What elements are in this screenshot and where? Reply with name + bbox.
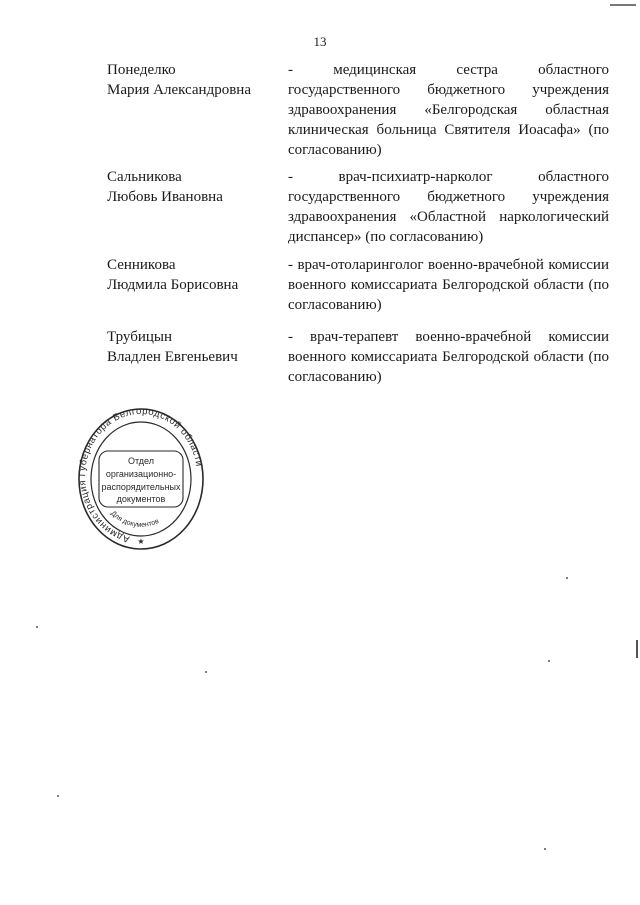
page-number: 13 [313, 34, 327, 49]
member-name [107, 255, 282, 295]
scan-speck [566, 577, 568, 579]
scan-speck [548, 660, 550, 662]
member-given-names: Любовь Ивановна [107, 189, 223, 205]
member-given-names: Владлен Евгеньевич [107, 349, 238, 365]
member-description: - врач-психиатр-нарколог областного государственного бюджетного учреждения здравоохранения «Областной наркологический диспансер» (по согласованию) [288, 169, 609, 245]
scan-speck [57, 795, 59, 797]
official-stamp [77, 407, 205, 552]
scan-speck [205, 671, 207, 673]
member-description: - врач-отоларинголог военно-врачебной комиссии военного комиссариата Белгородской области (по согласованию) [288, 257, 609, 313]
member-name [107, 327, 282, 367]
svg-text:распорядительных: распорядительных [101, 482, 181, 492]
member-given-names: Мария Александровна [107, 82, 251, 98]
svg-text:Для документов: Для документов [109, 509, 160, 529]
member-name [107, 167, 282, 207]
scan-speck [544, 848, 546, 850]
member-surname: Трубицын [107, 329, 172, 345]
svg-text:организационно-: организационно- [105, 469, 177, 479]
member-surname: Понеделко [107, 62, 176, 78]
svg-text:★: ★ [137, 537, 145, 546]
member-description: - медицинская сестра областного государственного бюджетного учреждения здравоохранения «Белгородская областная клиническая больница Святителя Иоасафа» (по согласованию) [288, 62, 609, 158]
svg-text:документов: документов [116, 494, 166, 504]
scan-speck [36, 626, 38, 628]
scan-edge-mark [610, 4, 636, 6]
member-description: - врач-терапевт военно-врачебной комиссии военного комиссариата Белгородской области (по согласованию) [288, 329, 609, 385]
scan-speck [636, 640, 638, 658]
svg-text:Администрация Губернатора Белг: Администрация Губернатора Белгородской области [77, 407, 205, 545]
member-given-names: Людмила Борисовна [107, 277, 239, 293]
member-name [107, 60, 282, 100]
stamp-seal-icon [77, 407, 205, 552]
member-surname: Сенникова [107, 257, 176, 273]
member-surname: Сальникова [107, 169, 182, 185]
svg-text:Отдел: Отдел [127, 456, 155, 466]
